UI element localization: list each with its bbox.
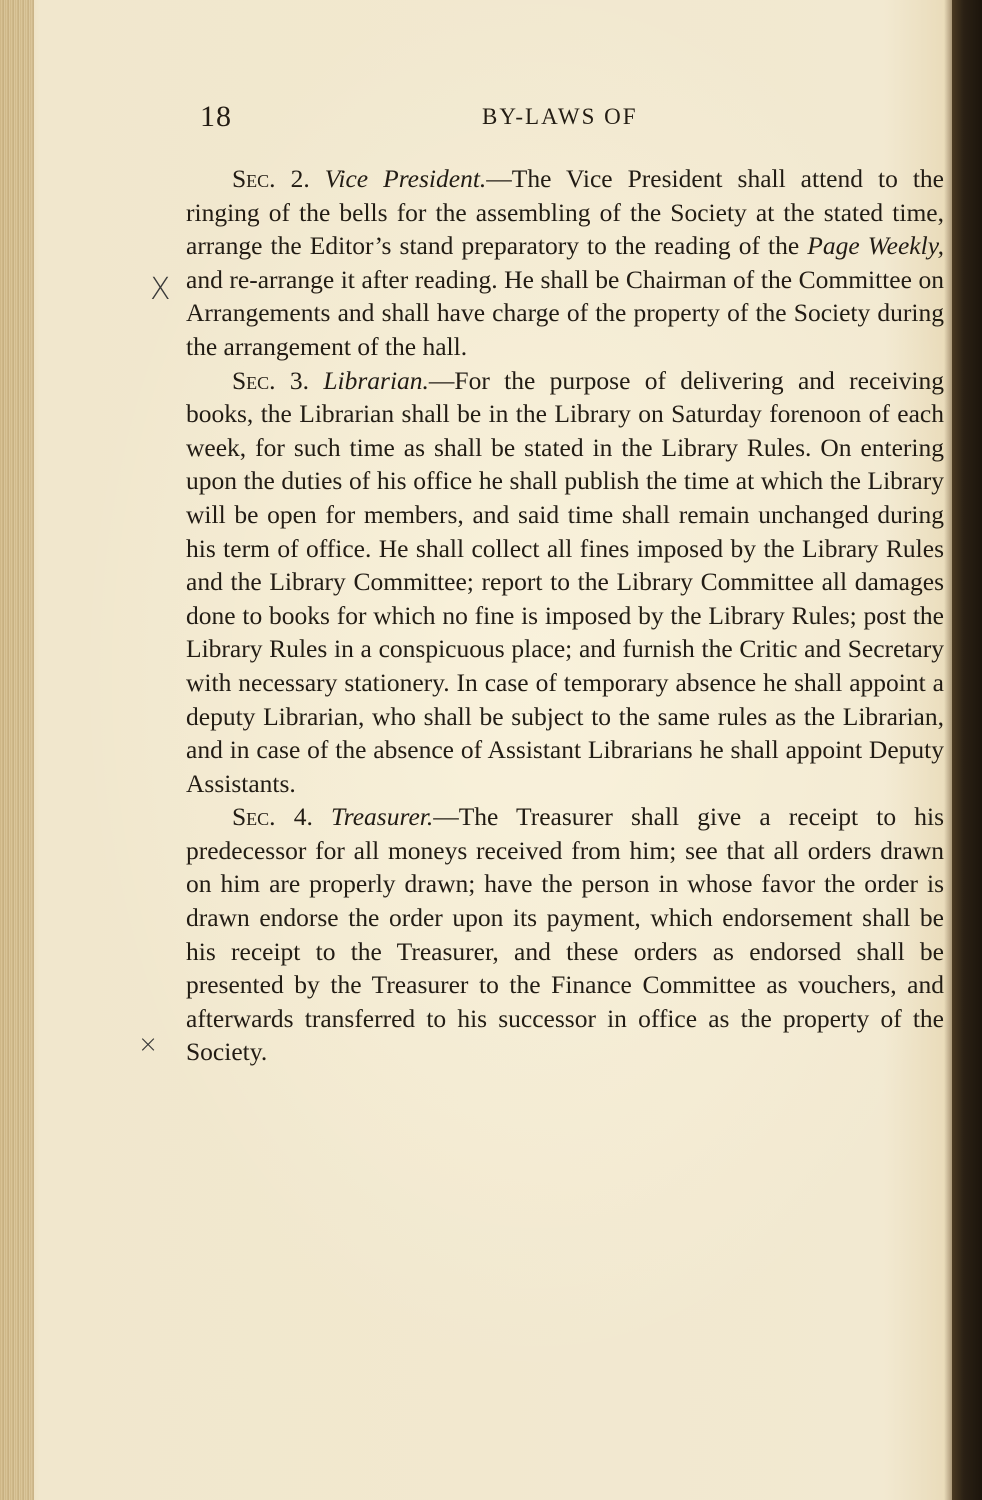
- publication-title: Page Weekly,: [807, 231, 944, 261]
- book-spine: [952, 0, 982, 1500]
- section-label: Sec. 4.: [232, 802, 313, 832]
- page-gutter: [0, 0, 34, 1500]
- section-title: Librarian.: [323, 365, 429, 395]
- section-librarian: [186, 364, 944, 801]
- section-label: Sec. 3.: [232, 365, 310, 395]
- running-head: BY-LAWS OF: [482, 104, 638, 129]
- body-text: [186, 162, 944, 1069]
- margin-mark-2: ×: [138, 1030, 159, 1058]
- page-number: 18: [200, 100, 232, 133]
- section-vice-president: [186, 162, 944, 364]
- page-header: [200, 100, 940, 140]
- section-body: —The Vice President shall attend to the ringing of the bells for the assembling of the Society at the stated time, arrange the Editor’s stand preparatory to the reading of the: [186, 164, 944, 261]
- section-treasurer: [186, 800, 944, 1069]
- section-label: Sec. 2.: [232, 164, 310, 193]
- section-body: —For the purpose of delivering and receiving books, the Librarian shall be in the Library on Saturday forenoon of each week, for such time as shall be stated in the Library Rules. On entering upon the duties of his office he shall publish the time at which the Library will be open for members, and said time shall remain unchanged during his term of office. He shall collect all fines imposed by the Library Rules and the Library Committee; report to the Library Committee all damages done to books for which no fine is imposed by the Library Rules; post the Library Rules in a conspicuous place; and furnish the Critic and Secretary with necessary stationery. In case of temporary absence he shall appoint a deputy Librarian, who shall be subject to the same rules as the Librarian, and in case of the absence of Assistant Librarians he shall appoint Deputy Assistants.: [186, 365, 944, 798]
- section-title: Treasurer.: [330, 802, 434, 832]
- section-body-continued: and re-arrange it after reading. He shall be Chairman of the Committee on Arrangements and shall have charge of the property of the Society during the arrangement of the hall.: [186, 264, 944, 361]
- section-body: —The Treasurer shall give a receipt to his predecessor for all moneys received from him; see that all orders drawn on him are properly drawn; have the person in whose favor the order is drawn endorse the order upon its payment, which endorsement shall be his receipt to the Treasurer, and these orders as endorsed shall be presented by the Treasurer to the Finance Committee as vouchers, and afterwards transferred to his successor in office as the property of the Society.: [186, 802, 945, 1067]
- margin-mark-1: X: [150, 272, 171, 307]
- section-title: Vice President.: [324, 164, 487, 193]
